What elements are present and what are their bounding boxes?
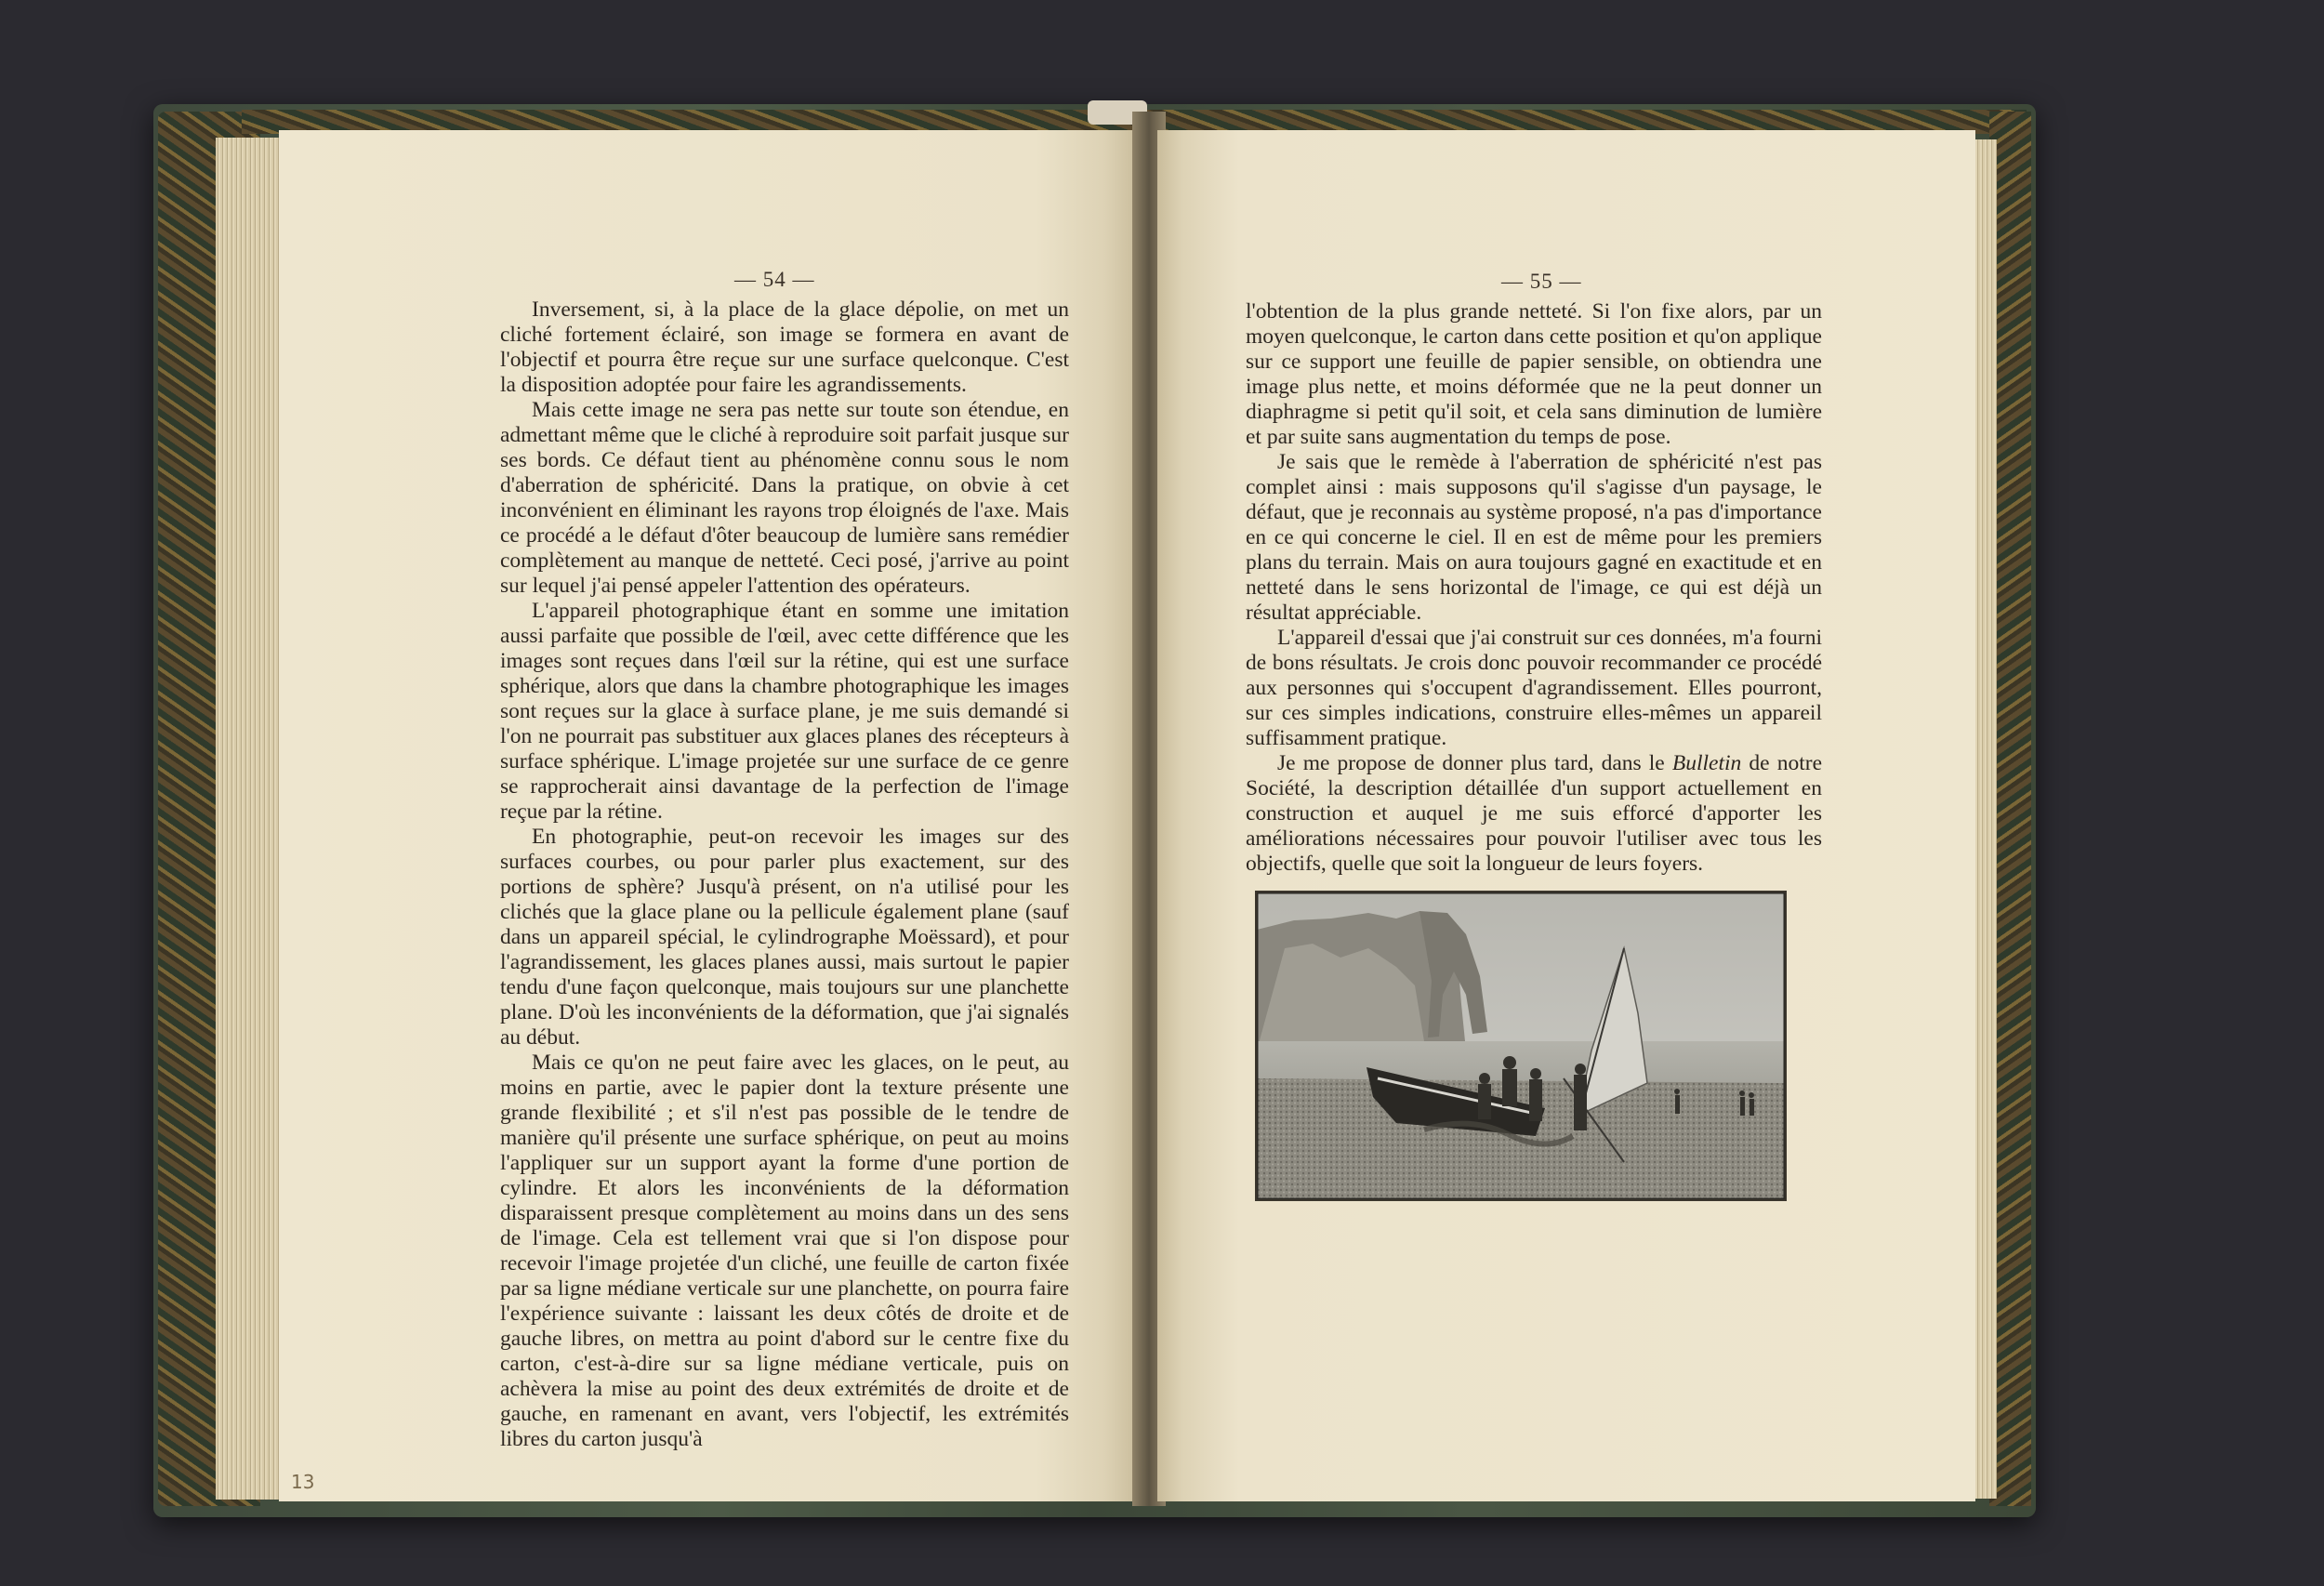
- right-page-text: [1246, 299, 1822, 877]
- paragraph: Mais cette image ne sera pas nette sur toute son étendue, en admettant même que le cliché à reproduire soit parfait jusque sur ses bords. Ce défaut tient au phénomène connu sous le nom d'aberration de sphéricité. Dans la pratique, on obvie à cet inconvénient en éliminant les rayons trop éloignés de l'axe. Mais ce procédé a le défaut d'ôter beaucoup de lumière sans remédier complètement au manque de netteté. Ceci posé, j'arrive au point sur lequel j'ai pensé appeler l'attention des opérateurs.: [500, 398, 1069, 598]
- paragraph-text: Je me propose de donner plus tard, dans le: [1277, 751, 1672, 775]
- page-number-left: — 54 —: [734, 268, 815, 291]
- paragraph: Mais ce qu'on ne peut faire avec les glaces, on le peut, au moins en partie, avec le papier dont la texture présente une grande flexibilité ; et s'il n'est pas possible de le tendre de manière qu'il présente une surface sphérique, on peut au moins l'appliquer sur un support ayant la forme d'une portion de cylindre. Et alors les inconvénients de la déformation disparaissent presque complètement au moins dans un des sens de l'image. Cela est tellement vrai que si l'on dispose pour recevoir l'image projetée d'un cliché, une feuille de carton fixée par sa ligne médiane verticale sur une planchette, on pourra faire l'expérience suivante : laissant les deux côtés de droite et de gauche libres, on mettra au point d'abord sur le centre fixe du carton, c'est-à-dire sur sa ligne médiane verticale, puis on achèvera la mise au point des deux extrémités de droite et de gauche, en ramenant en avant, vers l'objectif, les extrémités libres du carton jusqu'à: [500, 1051, 1069, 1451]
- bulletin-title: Bulletin: [1671, 751, 1742, 775]
- paragraph: [1246, 751, 1822, 877]
- photo-etretat-beach: [1255, 891, 1787, 1201]
- paragraph: Je sais que le remède à l'aberration de sphéricité n'est pas complet ainsi : mais supposons qu'il s'agisse d'un paysage, le défaut, que je reconnais au système proposé, n'a pas d'importance en ce qui concerne le ciel. Il en est de même pour les premiers plans du terrain. Mais on aura toujours gagné en exactitude et en netteté dans le sens horizontal de l'image, ce qui est déjà un résultat appréciable.: [1246, 450, 1822, 625]
- pencil-mark: 13: [291, 1471, 315, 1493]
- paragraph: L'appareil photographique étant en somme une imitation aussi parfaite que possible de l'œil, avec cette différence que les images sont reçues dans l'œil sur la rétine, qui est une surface sphérique, alors que dans la chambre photographique les images sont reçues sur la glace à surface plane, je me suis demandé si l'on ne pourrait pas substituer aux glaces planes des récepteurs à surface sphérique. L'image projetée sur une surface de ce genre se rapprocherait ainsi davantage de la perfection de l'image reçue par la rétine.: [500, 599, 1069, 824]
- paragraph: En photographie, peut-on recevoir les images sur des surfaces courbes, ou pour parler plus exactement, sur des portions de sphère? Jusqu'à présent, on n'a utilisé pour les clichés que la glace plane ou la pellicule également plane (sauf dans un appareil spécial, le cylindrographe Moëssard), et pour l'agrandissement, les glaces planes aussi, mais surtout le papier tendu d'une façon quelconque, mais toujours sur une planchette plane. D'où les inconvénients de la déformation, que j'ai signalés au début.: [500, 825, 1069, 1050]
- paragraph: Inversement, si, à la place de la glace dépolie, on met un cliché fortement éclairé, son image se formera en avant de l'objectif et pourra être reçue sur une surface quelconque. C'est la disposition adoptée pour faire les agrandissements.: [500, 297, 1069, 397]
- paragraph: L'appareil d'essai que j'ai construit sur ces données, m'a fourni de bons résultats. Je crois donc pouvoir recommander ce procédé aux personnes qui s'occupent d'agrandissement. Elles pourront, sur ces simples indications, construire elles-mêmes un appareil suffisamment pratique.: [1246, 626, 1822, 750]
- page-edges-left: [216, 138, 281, 1500]
- paragraph: l'obtention de la plus grande netteté. Si l'on fixe alors, par un moyen quelconque, le carton dans cette position et qu'on applique sur ce support une feuille de papier sensible, on obtiendra une image plus nette, et moins déformée que ne la peut donner un diaphragme si petit qu'il soit, et cela sans diminution de lumière et par suite sans augmentation du temps de pose.: [1246, 299, 1822, 449]
- left-page-text: [500, 297, 1069, 1452]
- paragraph-text: de notre Société, la description détaillée d'un support actuellement en construction et auquel je me suis efforcé d'apporter les améliorations nécessaires pour pouvoir l'utiliser avec tous les objectifs, quelle que soit la longueur de leurs foyers.: [1246, 751, 1822, 876]
- photo-illustration: [1257, 892, 1785, 1199]
- page-number-right: — 55 —: [1501, 270, 1582, 293]
